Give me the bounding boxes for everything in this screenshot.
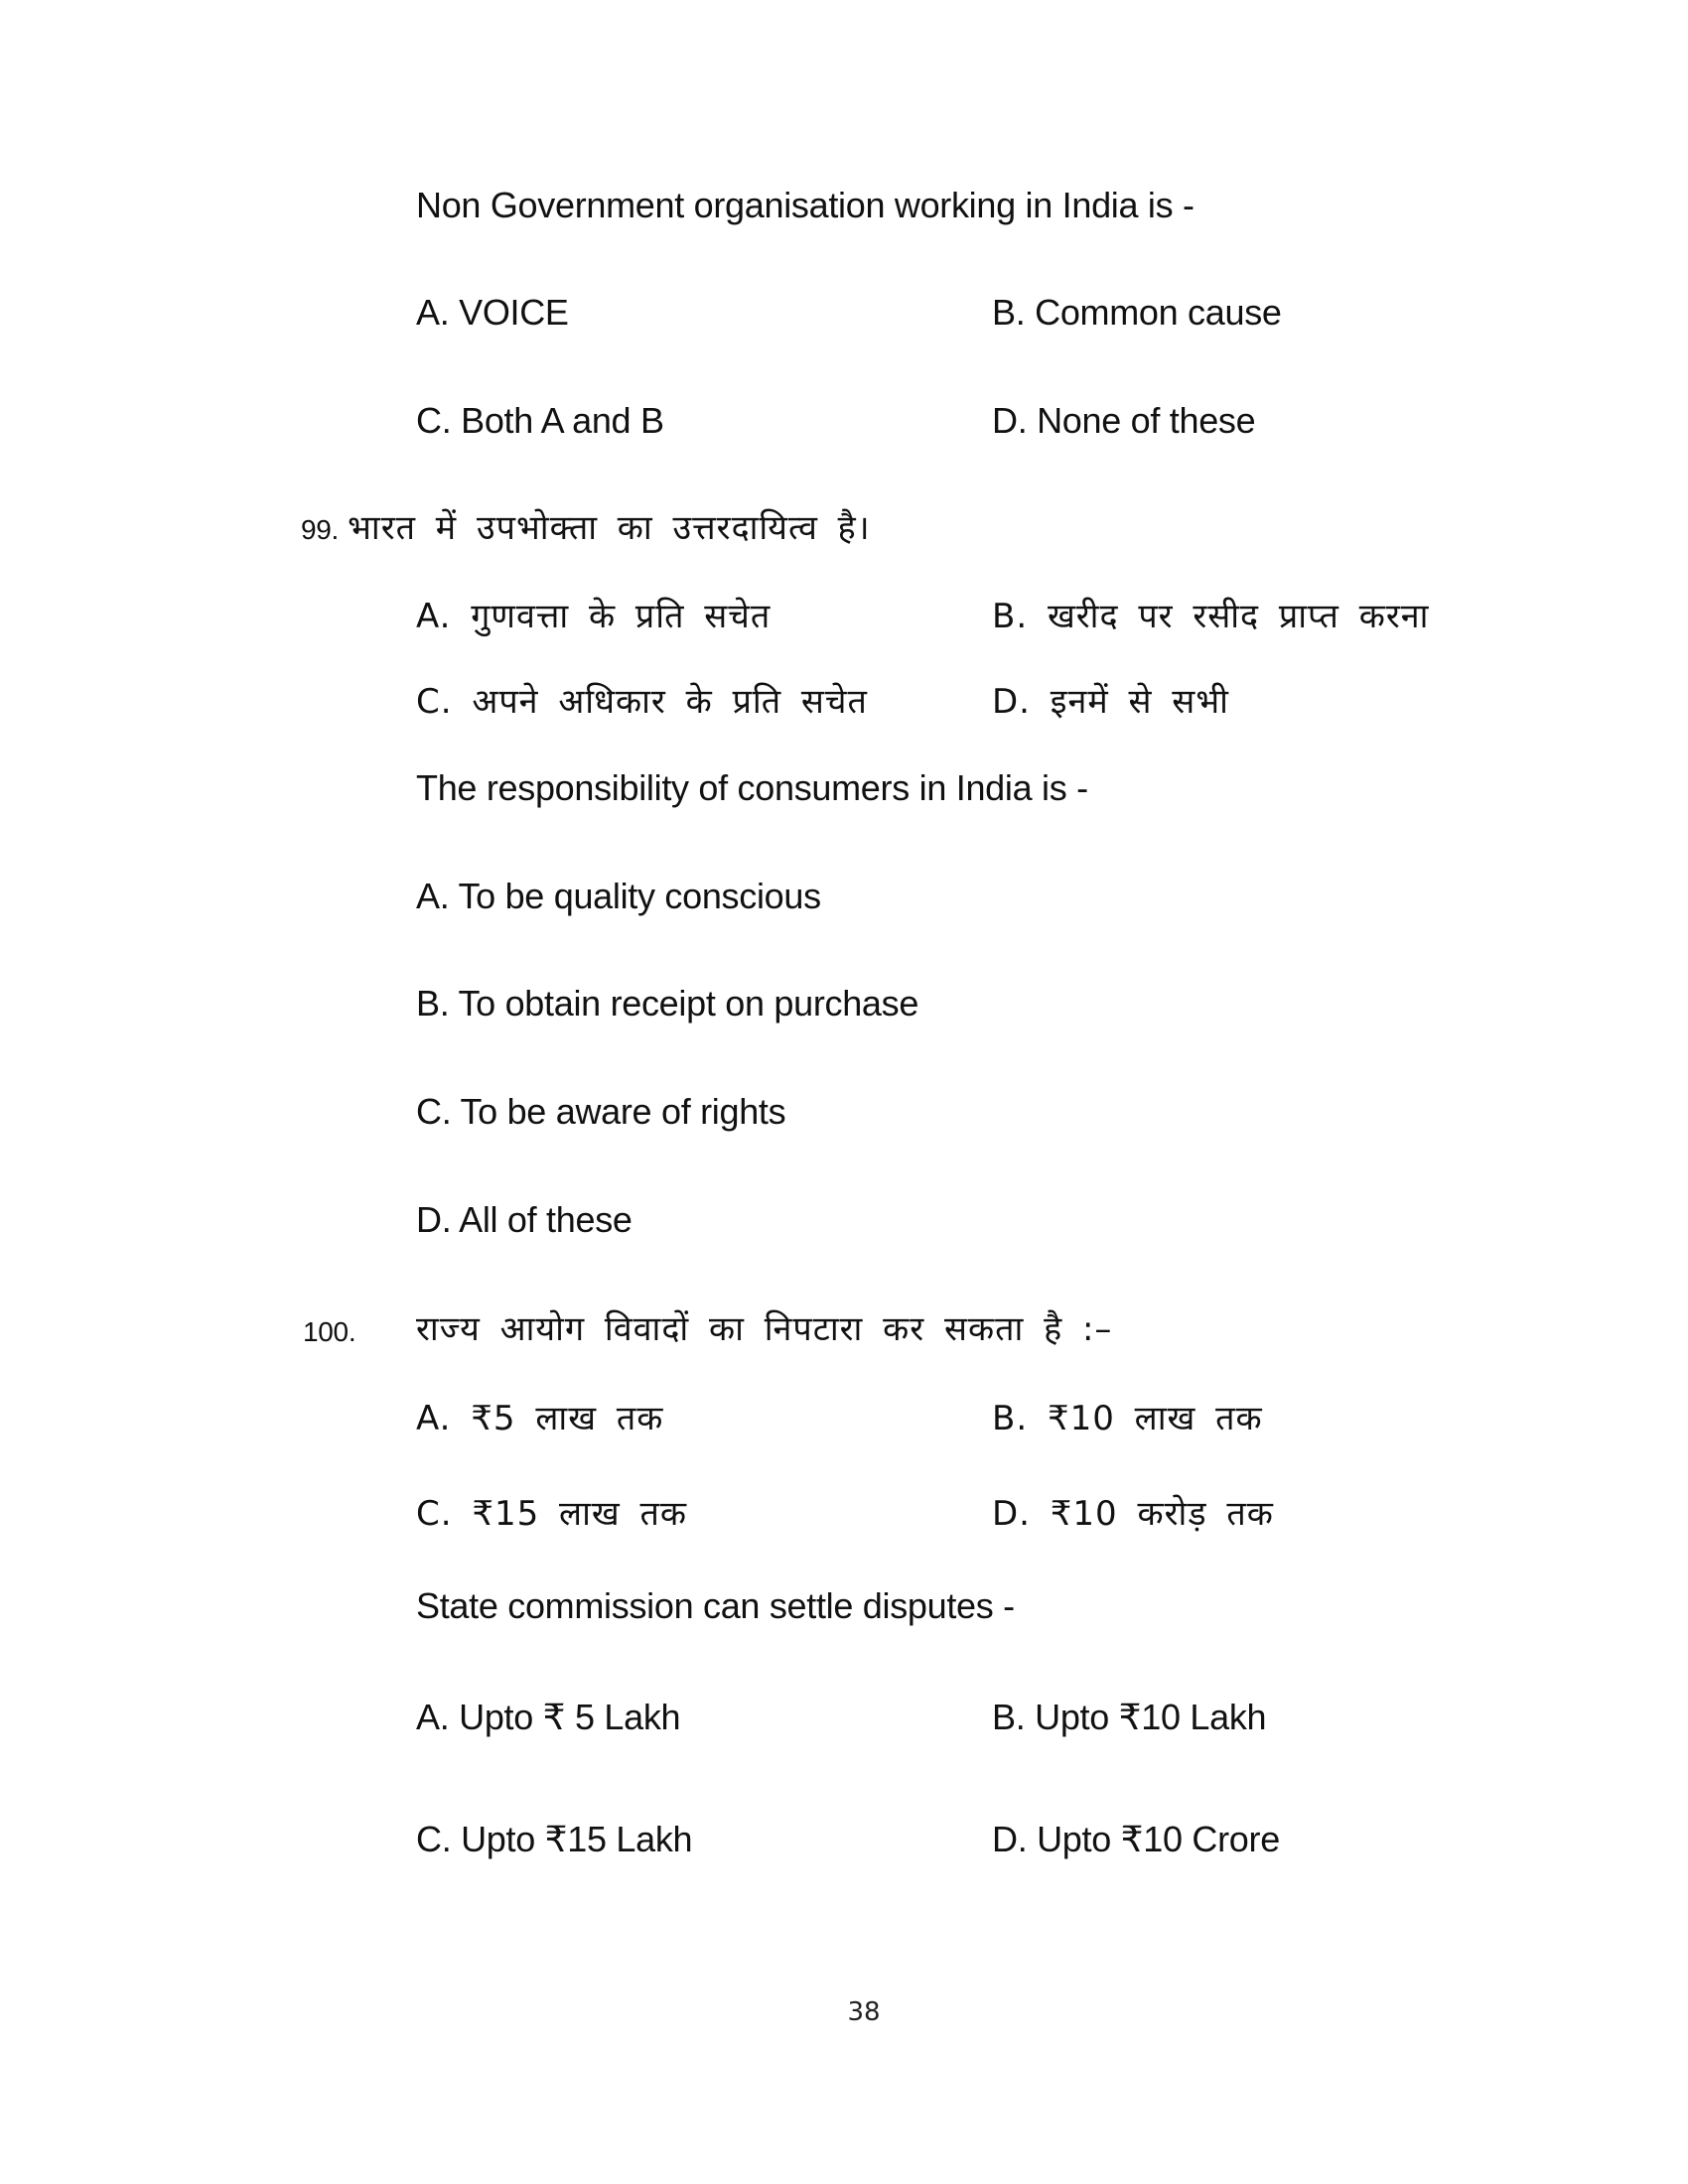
q99-hindi-option-c: C. अपने अधिकार के प्रति सचेत	[416, 682, 868, 722]
q100-hindi-option-a: A. ₹5 लाख तक	[416, 1399, 664, 1438]
q100-hindi-option-c: C. ₹15 लाख तक	[416, 1494, 688, 1534]
q100-english-option-a: A. Upto ₹ 5 Lakh	[416, 1697, 681, 1737]
q99-english-question: The responsibility of consumers in India is -	[416, 767, 1088, 808]
q100-english-option-d: D. Upto ₹10 Crore	[992, 1819, 1280, 1859]
q100-hindi-option-b: B. ₹10 लाख तक	[992, 1399, 1263, 1438]
q99-hindi-option-a: A. गुणवत्ता के प्रति सचेत	[416, 597, 772, 636]
q100-number: 100.	[303, 1316, 356, 1347]
q98-english-question: Non Government organisation working in India is -	[416, 185, 1195, 225]
q100-hindi-question: राज्य आयोग विवादों का निपटारा कर सकता है :–	[416, 1309, 1113, 1349]
q99-hindi-option-b: B. खरीद पर रसीद प्राप्त करना	[992, 597, 1430, 636]
q99-number: 99.	[301, 514, 340, 545]
q98-option-c: C. Both A and B	[416, 400, 664, 441]
q99-hindi-question: भारत में उपभोक्ता का उत्तरदायित्व है।	[348, 508, 871, 548]
q99-english-option-d: D. All of these	[416, 1199, 633, 1240]
page-number: 38	[847, 1997, 881, 2027]
q99-english-option-a: A. To be quality conscious	[416, 876, 821, 916]
q98-option-a: A. VOICE	[416, 292, 569, 333]
q98-option-d: D. None of these	[992, 400, 1256, 441]
q99-hindi-option-d: D. इनमें से सभी	[992, 682, 1229, 722]
q99-english-option-c: C. To be aware of rights	[416, 1091, 786, 1132]
q100-english-option-b: B. Upto ₹10 Lakh	[992, 1697, 1267, 1737]
q99-english-option-b: B. To obtain receipt on purchase	[416, 983, 919, 1024]
q100-hindi-option-d: D. ₹10 करोड़ तक	[992, 1494, 1274, 1534]
q98-option-b: B. Common cause	[992, 292, 1282, 333]
q100-english-option-c: C. Upto ₹15 Lakh	[416, 1819, 693, 1859]
q100-english-question: State commission can settle disputes -	[416, 1585, 1015, 1626]
